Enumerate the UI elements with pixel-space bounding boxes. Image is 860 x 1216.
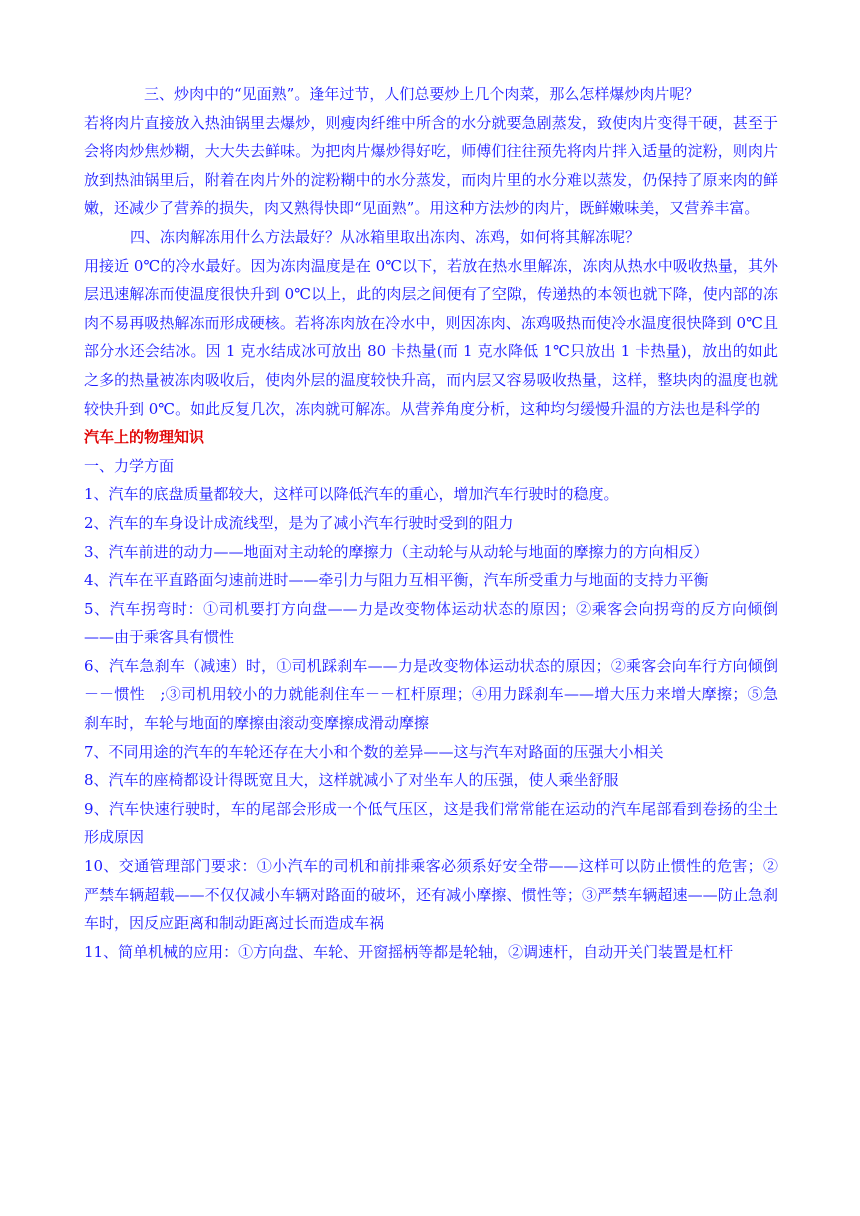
paragraph-thaw-body: 用接近 0℃的冷水最好。因为冻肉温度是在 0℃以下，若放在热水里解冻，冻肉从热水中吸收热量，其外层迅速解冻而使温度很快升到 0℃以上，此的肉层之间便有了空隙，传递热的本领也就下降，使内部的冻肉不易再吸热解冻而形成硬核。若将冻肉放在冷水中，则因冻肉、冻鸡吸热而使冷水温度很快降到 0℃且部分水还会结冰。因 1 克水结成冰可放出 80 卡热量(而 1 克水降低 1℃只放出 1 卡热量)，放出的如此之多的热量被冻肉吸收后，使肉外层的温度较快升高，而内层又容易吸收热量，这样，整块肉的温度也就较快升到 0℃。如此反复几次，冻肉就可解冻。从营养角度分析，这种均匀缓慢升温的方法也是科学的 bbox=[84, 256, 778, 418]
list-item-7: 7、不同用途的汽车的车轮还存在大小和个数的差异——这与汽车对路面的压强大小相关 bbox=[84, 742, 664, 761]
section-heading-car-physics: 汽车上的物理知识 bbox=[84, 428, 205, 447]
paragraph-thaw-title: 四、冻肉解冻用什么方法最好？从冰箱里取出冻肉、冻鸡，如何将其解冻呢？ bbox=[130, 227, 641, 246]
list-item-1: 1、汽车的底盘质量都较大，这样可以降低汽车的重心，增加汽车行驶时的稳度。 bbox=[84, 485, 619, 504]
document-body bbox=[84, 80, 778, 966]
paragraph-stir-fry-body: 若将肉片直接放入热油锅里去爆炒，则瘦肉纤维中所含的水分就要急剧蒸发，致使肉片变得干硬，甚至于会将肉炒焦炒糊，大大失去鲜味。为把肉片爆炒得好吃，师傅们往往预先将肉片拌入适量的淀粉，则肉片放到热油锅里后，附着在肉片外的淀粉糊中的水分蒸发，而肉片里的水分难以蒸发，仍保持了原来肉的鲜嫩，还减少了营养的损失，肉又熟得快即“见面熟”。用这种方法炒的肉片，既鲜嫩味美，又营养丰富。 bbox=[84, 113, 778, 218]
list-item-8: 8、汽车的座椅都设计得既宽且大，这样就减小了对坐车人的压强，使人乘坐舒服 bbox=[84, 771, 619, 790]
list-item-3: 3、汽车前进的动力——地面对主动轮的摩擦力（主动轮与从动轮与地面的摩擦力的方向相反） bbox=[84, 542, 709, 561]
list-item-11: 11、简单机械的应用：①方向盘、车轮、开窗摇柄等都是轮轴，②调速杆，自动开关门装置是杠杆 bbox=[84, 942, 734, 961]
list-item-4: 4、汽车在平直路面匀速前进时——牵引力与阻力互相平衡，汽车所受重力与地面的支持力平衡 bbox=[84, 571, 709, 590]
subheading-mechanics: 一、力学方面 bbox=[84, 456, 175, 475]
list-item-10: 10、交通管理部门要求：①小汽车的司机和前排乘客必须系好安全带——这样可以防止惯性的危害；②严禁车辆超载——不仅仅减小车辆对路面的破坏，还有减小摩擦、惯性等；③严禁车辆超速——防止急刹车时，因反应距离和制动距离过长而造成车祸 bbox=[84, 857, 778, 933]
list-item-9: 9、汽车快速行驶时，车的尾部会形成一个低气压区，这是我们常常能在运动的汽车尾部看到卷扬的尘土形成原因 bbox=[84, 799, 778, 847]
paragraph-stir-fry-title: 三、炒肉中的“见面熟”。逢年过节，人们总要炒上几个肉菜，那么怎样爆炒肉片呢？ bbox=[144, 85, 700, 103]
list-item-5: 5、汽车拐弯时：①司机要打方向盘——力是改变物体运动状态的原因；②乘客会向拐弯的反方向倾倒——由于乘客具有惯性 bbox=[84, 599, 778, 647]
list-item-2: 2、汽车的车身设计成流线型，是为了减小汽车行驶时受到的阻力 bbox=[84, 513, 514, 532]
list-item-6: 6、汽车急刹车（减速）时，①司机踩刹车——力是改变物体运动状态的原因；②乘客会向车行方向倾倒－－惯性 ;③司机用较小的力就能刹住车－－杠杆原理；④用力踩刹车——增大压力来增大摩擦；⑤急刹车时，车轮与地面的摩擦由滚动变摩擦成滑动摩擦 bbox=[84, 656, 778, 733]
